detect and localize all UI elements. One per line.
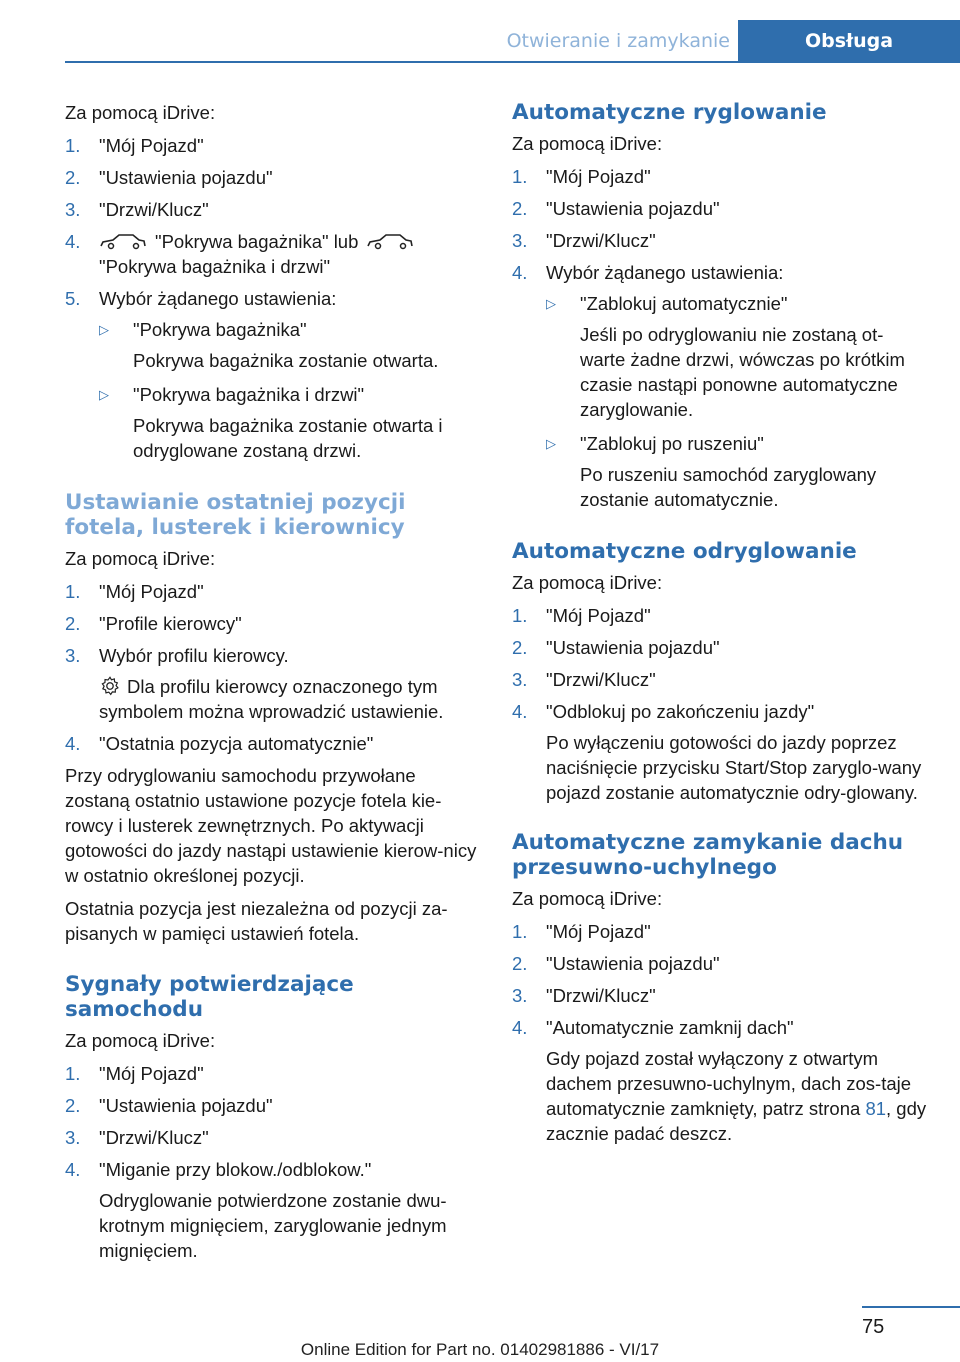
- list-item: 4. "Miganie przy blokow./odblokow." Odryglowanie potwierdzone zostanie dwu-krotnym mignięciem, zaryglowanie jednym mignięciem.: [65, 1159, 447, 1261]
- steps-list: [65, 133, 480, 463]
- paragraph: Ostatnia pozycja jest niezależna od pozycji za-pisanych w pamięci ustawień fotela.: [65, 898, 448, 944]
- step-text: "Ustawienia pojazdu": [99, 167, 273, 188]
- list-item: 4. Wybór żądanego ustawienia: ▷ "Zablokuj automatycznie" Jeśli po odryglowaniu nie zostaną ot-warte żadne drzwi, wówczas po krótkim czasie nastąpi ponowne automatyczne zaryglowanie. ▷ "Zablokuj po ruszeniu" Po ruszeniu samochód zaryglowany zostanie automatycznie.: [512, 260, 927, 512]
- triangle-bullet-icon: ▷: [546, 296, 556, 311]
- list-item: [65, 133, 480, 158]
- left-column: [65, 100, 480, 1270]
- list-item: 4. "Ostatnia pozycja automatycznie": [65, 733, 374, 754]
- list-item: 3. Wybór profilu kierowcy. Dla profilu kierowcy oznaczonego tym symbolem można wprowadzić ustawienie.: [65, 645, 444, 722]
- option-item: ▷ "Pokrywa bagażnika" Pokrywa bagażnika zostanie otwarta.: [99, 317, 480, 373]
- list-item: 3. "Drzwi/Klucz": [512, 230, 656, 251]
- footer-rule: [862, 1306, 960, 1308]
- edition-footer: Online Edition for Part no. 01402981886 - VI/17: [300, 1340, 660, 1359]
- list-item: 1. "Mój Pojazd": [65, 1063, 204, 1084]
- list-item: 2. "Ustawienia pojazdu": [512, 637, 720, 658]
- step-text: Wybór żądanego ustawienia:: [99, 288, 337, 309]
- step-text: "Pokrywa bagażnika i drzwi": [99, 256, 331, 277]
- car-trunk-icon: [99, 232, 147, 250]
- step-text: "Mój Pojazd": [99, 135, 204, 156]
- option-desc: Pokrywa bagażnika zostanie otwarta i odryglowane zostaną drzwi.: [133, 415, 443, 461]
- list-item: [65, 229, 480, 279]
- list-item: 1. "Mój Pojazd": [512, 921, 651, 942]
- steps-list: [512, 603, 927, 805]
- gear-icon: [99, 675, 121, 697]
- triangle-bullet-icon: ▷: [99, 387, 109, 402]
- list-item: 1. "Mój Pojazd": [65, 581, 204, 602]
- header-rule: [65, 61, 960, 63]
- page-ref-link[interactable]: 81: [865, 1098, 887, 1119]
- list-item: 1. "Mój Pojazd": [512, 605, 651, 626]
- list-item: 3. "Drzwi/Klucz": [512, 985, 656, 1006]
- list-item: 3. "Drzwi/Klucz": [65, 1127, 209, 1148]
- list-item: 4. "Automatycznie zamknij dach" Gdy pojazd został wyłączony z otwartym dachem przesuwno-uchylnym, dach zos-taje automatycznie zamknięty, patrz strona 81, gdy zacznie padać deszcz.: [512, 1017, 927, 1144]
- paragraph: Przy odryglowaniu samochodu przywołane zostaną ostatnio ustawione pozycje fotela kie-rowcy i lusterek zewnętrznych. Po aktywacji gotowości do jazdy nastąpi ustawienie kierow-nicy w ostatnio określonej pozycji.: [65, 765, 477, 886]
- intro-text: Za pomocą iDrive:: [512, 133, 663, 154]
- list-item: [65, 165, 480, 190]
- steps-list: [65, 1061, 480, 1263]
- intro-text: Za pomocą iDrive:: [512, 888, 663, 909]
- triangle-bullet-icon: ▷: [546, 436, 556, 451]
- list-item: 2. "Ustawienia pojazdu": [512, 198, 720, 219]
- triangle-bullet-icon: ▷: [99, 322, 109, 337]
- intro-text: Za pomocą iDrive:: [65, 548, 216, 569]
- list-item: 2. "Ustawienia pojazdu": [512, 953, 720, 974]
- intro-text: Za pomocą iDrive:: [512, 572, 663, 593]
- section-heading: Automatyczne zamykanie dachu przesuwno-uchylnego: [512, 830, 904, 880]
- option-item: ▷ "Pokrywa bagażnika i drzwi" Pokrywa bagażnika zostanie otwarta i odryglowane zostaną drzwi.: [99, 382, 480, 463]
- steps-list: [512, 164, 927, 512]
- list-item: 2. "Ustawienia pojazdu": [65, 1095, 273, 1116]
- car-trunk-doors-icon: [366, 232, 414, 250]
- options-list: [99, 317, 480, 463]
- page-header: [0, 0, 960, 62]
- page-number: 75: [862, 1316, 885, 1338]
- intro-text: Za pomocą iDrive:: [65, 102, 216, 123]
- list-item: [65, 197, 480, 222]
- list-item: 1. "Mój Pojazd": [512, 166, 651, 187]
- section-heading: Automatyczne ryglowanie: [512, 100, 827, 125]
- option-desc: Pokrywa bagażnika zostanie otwarta.: [133, 350, 439, 371]
- step-number: 3.: [65, 199, 81, 220]
- steps-list: [512, 919, 927, 1146]
- header-chapter-tab: Obsługa: [738, 20, 960, 62]
- step-text: "Drzwi/Klucz": [99, 199, 209, 220]
- section-heading: Sygnały potwierdzające samochodu: [65, 972, 354, 1022]
- step-number: 2.: [65, 167, 81, 188]
- step-number: 4.: [65, 231, 81, 252]
- intro-text: Za pomocą iDrive:: [65, 1030, 216, 1051]
- option-item: ▷ "Zablokuj po ruszeniu" Po ruszeniu samochód zaryglowany zostanie automatycznie.: [546, 433, 877, 510]
- list-item: [65, 286, 480, 463]
- step-number: 5.: [65, 288, 81, 309]
- list-item: 4. "Odblokuj po zakończeniu jazdy" Po wyłączeniu gotowości do jazdy poprzez naciśnięcie przycisku Start/Stop zaryglo-wany pojazd zostanie automatycznie odry-glowany.: [512, 701, 922, 803]
- section-heading: Automatyczne odryglowanie: [512, 539, 857, 564]
- steps-list: [65, 579, 480, 756]
- step-text: "Pokrywa bagażnika" lub: [155, 231, 359, 252]
- list-item: 3. "Drzwi/Klucz": [512, 669, 656, 690]
- header-section-title: Otwieranie i zamykanie: [506, 30, 730, 52]
- options-list: [546, 291, 927, 512]
- section-heading: Ustawianie ostatniej pozycji fotela, lusterek i kierownicy: [65, 490, 406, 540]
- step-number: 1.: [65, 135, 81, 156]
- right-column: [512, 100, 927, 1153]
- list-item: 2. "Profile kierowcy": [65, 613, 242, 634]
- option-item: ▷ "Zablokuj automatycznie" Jeśli po odryglowaniu nie zostaną ot-warte żadne drzwi, wówczas po krótkim czasie nastąpi ponowne automatyczne zaryglowanie.: [546, 293, 905, 420]
